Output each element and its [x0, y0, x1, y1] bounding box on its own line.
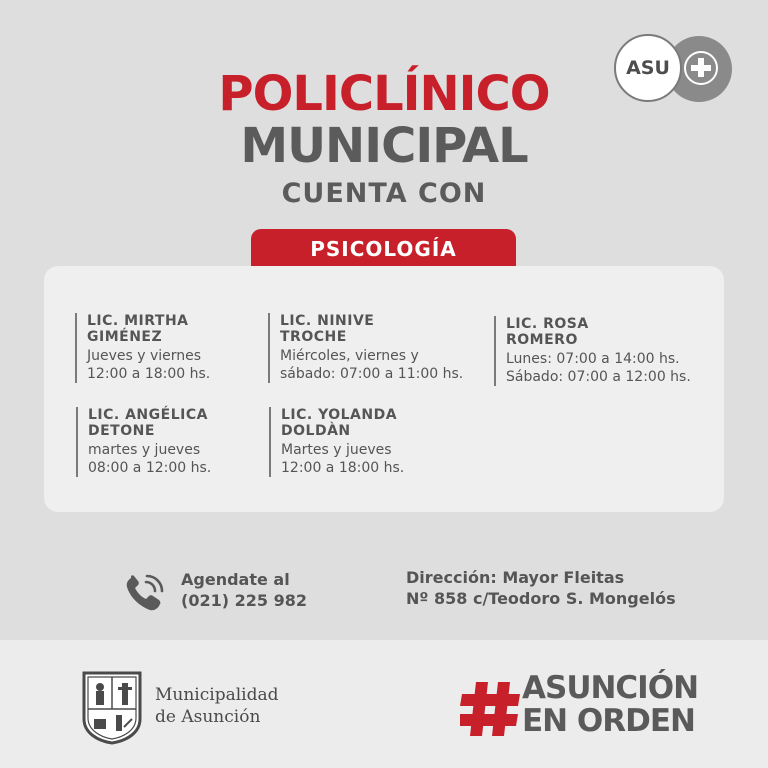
doctor-entry: [76, 407, 211, 477]
doctor-entry: [269, 407, 404, 477]
phone-text: Agendate al (021) 225 982: [181, 570, 307, 610]
address-text: Dirección: Mayor Fleitas Nº 858 c/Teodoro S. Mongelós: [406, 568, 676, 608]
doctor-name: LIC. ANGÉLICA DETONE: [88, 407, 208, 439]
hash-icon: [460, 678, 522, 740]
doctor-entry: [494, 316, 691, 386]
doctor-name: LIC. ROSA ROMERO: [506, 316, 589, 348]
municipality-name: Municipalidad de Asunción: [155, 685, 279, 727]
section-tab-psicologia: PSICOLOGÍA: [251, 229, 516, 269]
hashtag-logo: [460, 672, 730, 742]
doctor-name: LIC. YOLANDA DOLDÀN: [281, 407, 398, 439]
doctor-entry: [75, 313, 210, 383]
hashtag-text: ASUNCIÓN EN ORDEN: [522, 670, 699, 739]
doctor-entry: [268, 313, 463, 383]
municipality-shield-icon: [80, 669, 144, 745]
doctor-name: LIC. NINIVE TROCHE: [280, 313, 375, 345]
doctor-schedule: Miércoles, viernes y sábado: 07:00 a 11:00 hs.: [280, 348, 464, 382]
doctor-schedule: Martes y jueves 12:00 a 18:00 hs.: [281, 442, 405, 476]
phone-icon: [124, 572, 168, 614]
doctor-name: LIC. MIRTHA GIMÉNEZ: [87, 313, 189, 345]
subtitle-cuenta-con: CUENTA CON: [281, 178, 487, 209]
doctors-card: [44, 266, 724, 512]
doctor-schedule: Jueves y viernes 12:00 a 18:00 hs.: [87, 348, 211, 382]
title-municipal: MUNICIPAL: [240, 118, 528, 174]
doctor-schedule: Lunes: 07:00 a 14:00 hs. Sábado: 07:00 a 12:00 hs.: [506, 351, 691, 385]
title-policlinico: POLICLÍNICO: [218, 66, 550, 122]
doctor-schedule: martes y jueves 08:00 a 12:00 hs.: [88, 442, 212, 476]
asu-logo: ASU: [614, 34, 682, 102]
